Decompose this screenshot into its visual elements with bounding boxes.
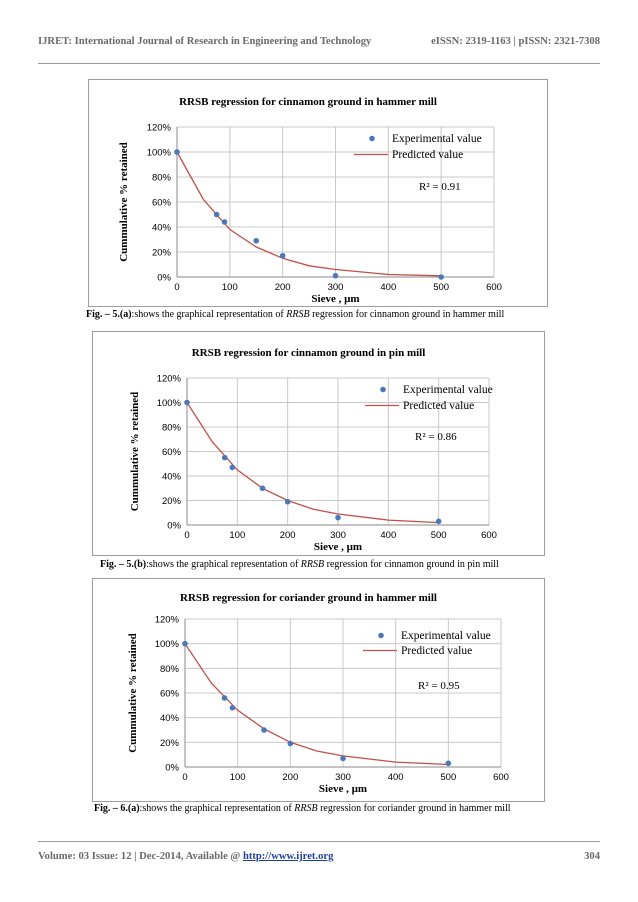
- experimental-point: [333, 273, 339, 279]
- x-tick-label: 300: [330, 530, 346, 541]
- experimental-point: [288, 741, 294, 747]
- chart-6a: [92, 578, 545, 802]
- caption-5a: [86, 309, 504, 320]
- experimental-point: [222, 455, 228, 461]
- page-footer: [38, 851, 600, 862]
- experimental-point: [182, 641, 188, 647]
- caption-6a-text: :shows the graphical representation of: [139, 803, 295, 814]
- x-tick-label: 200: [279, 530, 296, 541]
- y-tick-label: 20%: [151, 247, 171, 259]
- y-tick-label: 120%: [154, 614, 179, 626]
- y-tick-label: 120%: [146, 122, 171, 134]
- page-number: 304: [584, 851, 600, 862]
- y-tick-label: 60%: [151, 197, 171, 209]
- legend-marker-icon: [369, 136, 375, 142]
- caption-5a-italic: RRSB: [286, 309, 310, 320]
- y-tick-label: 100%: [146, 147, 171, 159]
- caption-5b-end: regression for cinnamon ground in pin mill: [324, 559, 499, 570]
- chart-6a-svg: [93, 579, 544, 801]
- x-tick-label: 300: [335, 772, 351, 783]
- experimental-point: [230, 705, 236, 711]
- footer-rule: [38, 841, 600, 842]
- x-axis-label: Sieve , µm: [313, 541, 363, 553]
- y-axis-label: Cummulative % retained: [129, 391, 141, 512]
- experimental-point: [280, 253, 286, 259]
- footer-volume: [38, 851, 333, 862]
- x-tick-label: 400: [380, 530, 397, 541]
- legend-experimental: Experimental value: [392, 133, 482, 145]
- experimental-point: [261, 727, 267, 733]
- y-axis-label: Cummulative % retained: [127, 633, 139, 753]
- caption-5b-label: Fig. – 5.(b): [100, 559, 147, 570]
- footer-volume-text: Volume: 03 Issue: 12 | Dec-2014, Available @: [38, 851, 243, 862]
- x-tick-label: 500: [440, 772, 457, 783]
- chart-5a-svg: [89, 80, 547, 306]
- caption-5a-end: regression for cinnamon ground in hammer mill: [309, 309, 505, 320]
- x-tick-label: 600: [486, 282, 502, 293]
- y-tick-label: 80%: [151, 172, 171, 184]
- experimental-point: [438, 274, 444, 280]
- caption-6a-label: Fig. – 6.(a): [94, 803, 140, 814]
- y-tick-label: 20%: [161, 496, 181, 507]
- caption-5b-italic: RRSB: [300, 559, 325, 570]
- y-tick-label: 20%: [159, 737, 179, 749]
- y-tick-label: 40%: [161, 471, 181, 483]
- chart-title: RRSB regression for coriander ground in hammer mill: [180, 592, 437, 604]
- caption-5b-text: :shows the graphical representation of: [146, 559, 301, 570]
- y-tick-label: 40%: [159, 713, 179, 725]
- x-tick-label: 0: [184, 530, 190, 541]
- x-tick-label: 200: [282, 772, 299, 783]
- x-tick-label: 400: [387, 772, 404, 783]
- experimental-point: [260, 485, 266, 491]
- experimental-point: [222, 695, 228, 701]
- r-squared-label: R² = 0.86: [415, 431, 457, 443]
- y-tick-label: 120%: [156, 373, 181, 385]
- chart-5a: [88, 79, 548, 307]
- y-tick-label: 60%: [161, 447, 181, 458]
- y-tick-label: 80%: [161, 422, 181, 434]
- experimental-point: [253, 238, 259, 244]
- x-axis-label: Sieve , µm: [311, 293, 360, 305]
- experimental-point: [222, 219, 228, 225]
- experimental-point: [285, 499, 291, 505]
- x-tick-label: 500: [430, 530, 447, 541]
- journal-name: IJRET: International Journal of Research in Engineering and Technology: [38, 36, 372, 47]
- x-tick-label: 400: [380, 282, 397, 293]
- x-tick-label: 0: [182, 772, 188, 783]
- x-tick-label: 300: [327, 282, 344, 293]
- predicted-curve: [185, 644, 448, 765]
- caption-6a-italic: RRSB: [294, 803, 318, 814]
- experimental-point: [230, 465, 236, 471]
- y-tick-label: 40%: [151, 222, 171, 234]
- legend-experimental: Experimental value: [401, 630, 491, 642]
- x-tick-label: 0: [174, 282, 180, 293]
- experimental-point: [174, 149, 180, 155]
- y-tick-label: 60%: [159, 688, 179, 700]
- experimental-point: [335, 515, 341, 521]
- y-tick-label: 0%: [157, 272, 171, 284]
- r-squared-label: R² = 0.91: [419, 181, 461, 193]
- x-axis-label: Sieve , µm: [318, 783, 368, 795]
- y-tick-label: 100%: [154, 639, 179, 651]
- chart-5b-svg: [93, 332, 544, 555]
- legend-predicted: Predicted value: [392, 149, 464, 161]
- experimental-point: [214, 212, 220, 218]
- legend-predicted: Predicted value: [401, 645, 473, 657]
- experimental-point: [446, 761, 452, 767]
- x-tick-label: 100: [229, 772, 246, 783]
- experimental-point: [436, 519, 442, 525]
- y-tick-label: 80%: [159, 663, 179, 675]
- y-tick-label: 0%: [165, 762, 179, 774]
- y-tick-label: 0%: [167, 520, 181, 532]
- page-header: [38, 36, 600, 47]
- chart-title: RRSB regression for cinnamon ground in pin mill: [191, 347, 426, 359]
- caption-6a: [94, 803, 511, 814]
- caption-5a-text: :shows the graphical representation of: [131, 309, 287, 320]
- x-tick-label: 600: [493, 772, 509, 783]
- x-tick-label: 200: [274, 282, 291, 293]
- y-tick-label: 100%: [156, 398, 181, 409]
- header-rule: [38, 63, 600, 64]
- x-tick-label: 600: [481, 530, 497, 541]
- predicted-curve: [187, 403, 439, 523]
- legend-predicted: Predicted value: [403, 400, 475, 412]
- chart-5b: [92, 331, 545, 556]
- experimental-point: [184, 400, 190, 406]
- chart-title: RRSB regression for cinnamon ground in hammer mill: [179, 96, 437, 108]
- x-tick-label: 100: [229, 530, 246, 541]
- y-axis-label: Cummulative % retained: [118, 142, 130, 262]
- journal-link[interactable]: http://www.ijret.org: [242, 851, 334, 862]
- legend-experimental: Experimental value: [403, 384, 493, 396]
- legend-marker-icon: [380, 387, 386, 393]
- caption-6a-end: regression for coriander ground in hammer mill: [317, 803, 511, 814]
- r-squared-label: R² = 0.95: [418, 680, 460, 692]
- legend-marker-icon: [378, 633, 384, 639]
- experimental-point: [340, 756, 346, 762]
- x-tick-label: 100: [221, 282, 238, 293]
- x-tick-label: 500: [433, 282, 450, 293]
- caption-5b: [100, 559, 499, 570]
- issn: eISSN: 2319-1163 | pISSN: 2321-7308: [431, 36, 600, 47]
- caption-5a-label: Fig. – 5.(a): [86, 309, 132, 320]
